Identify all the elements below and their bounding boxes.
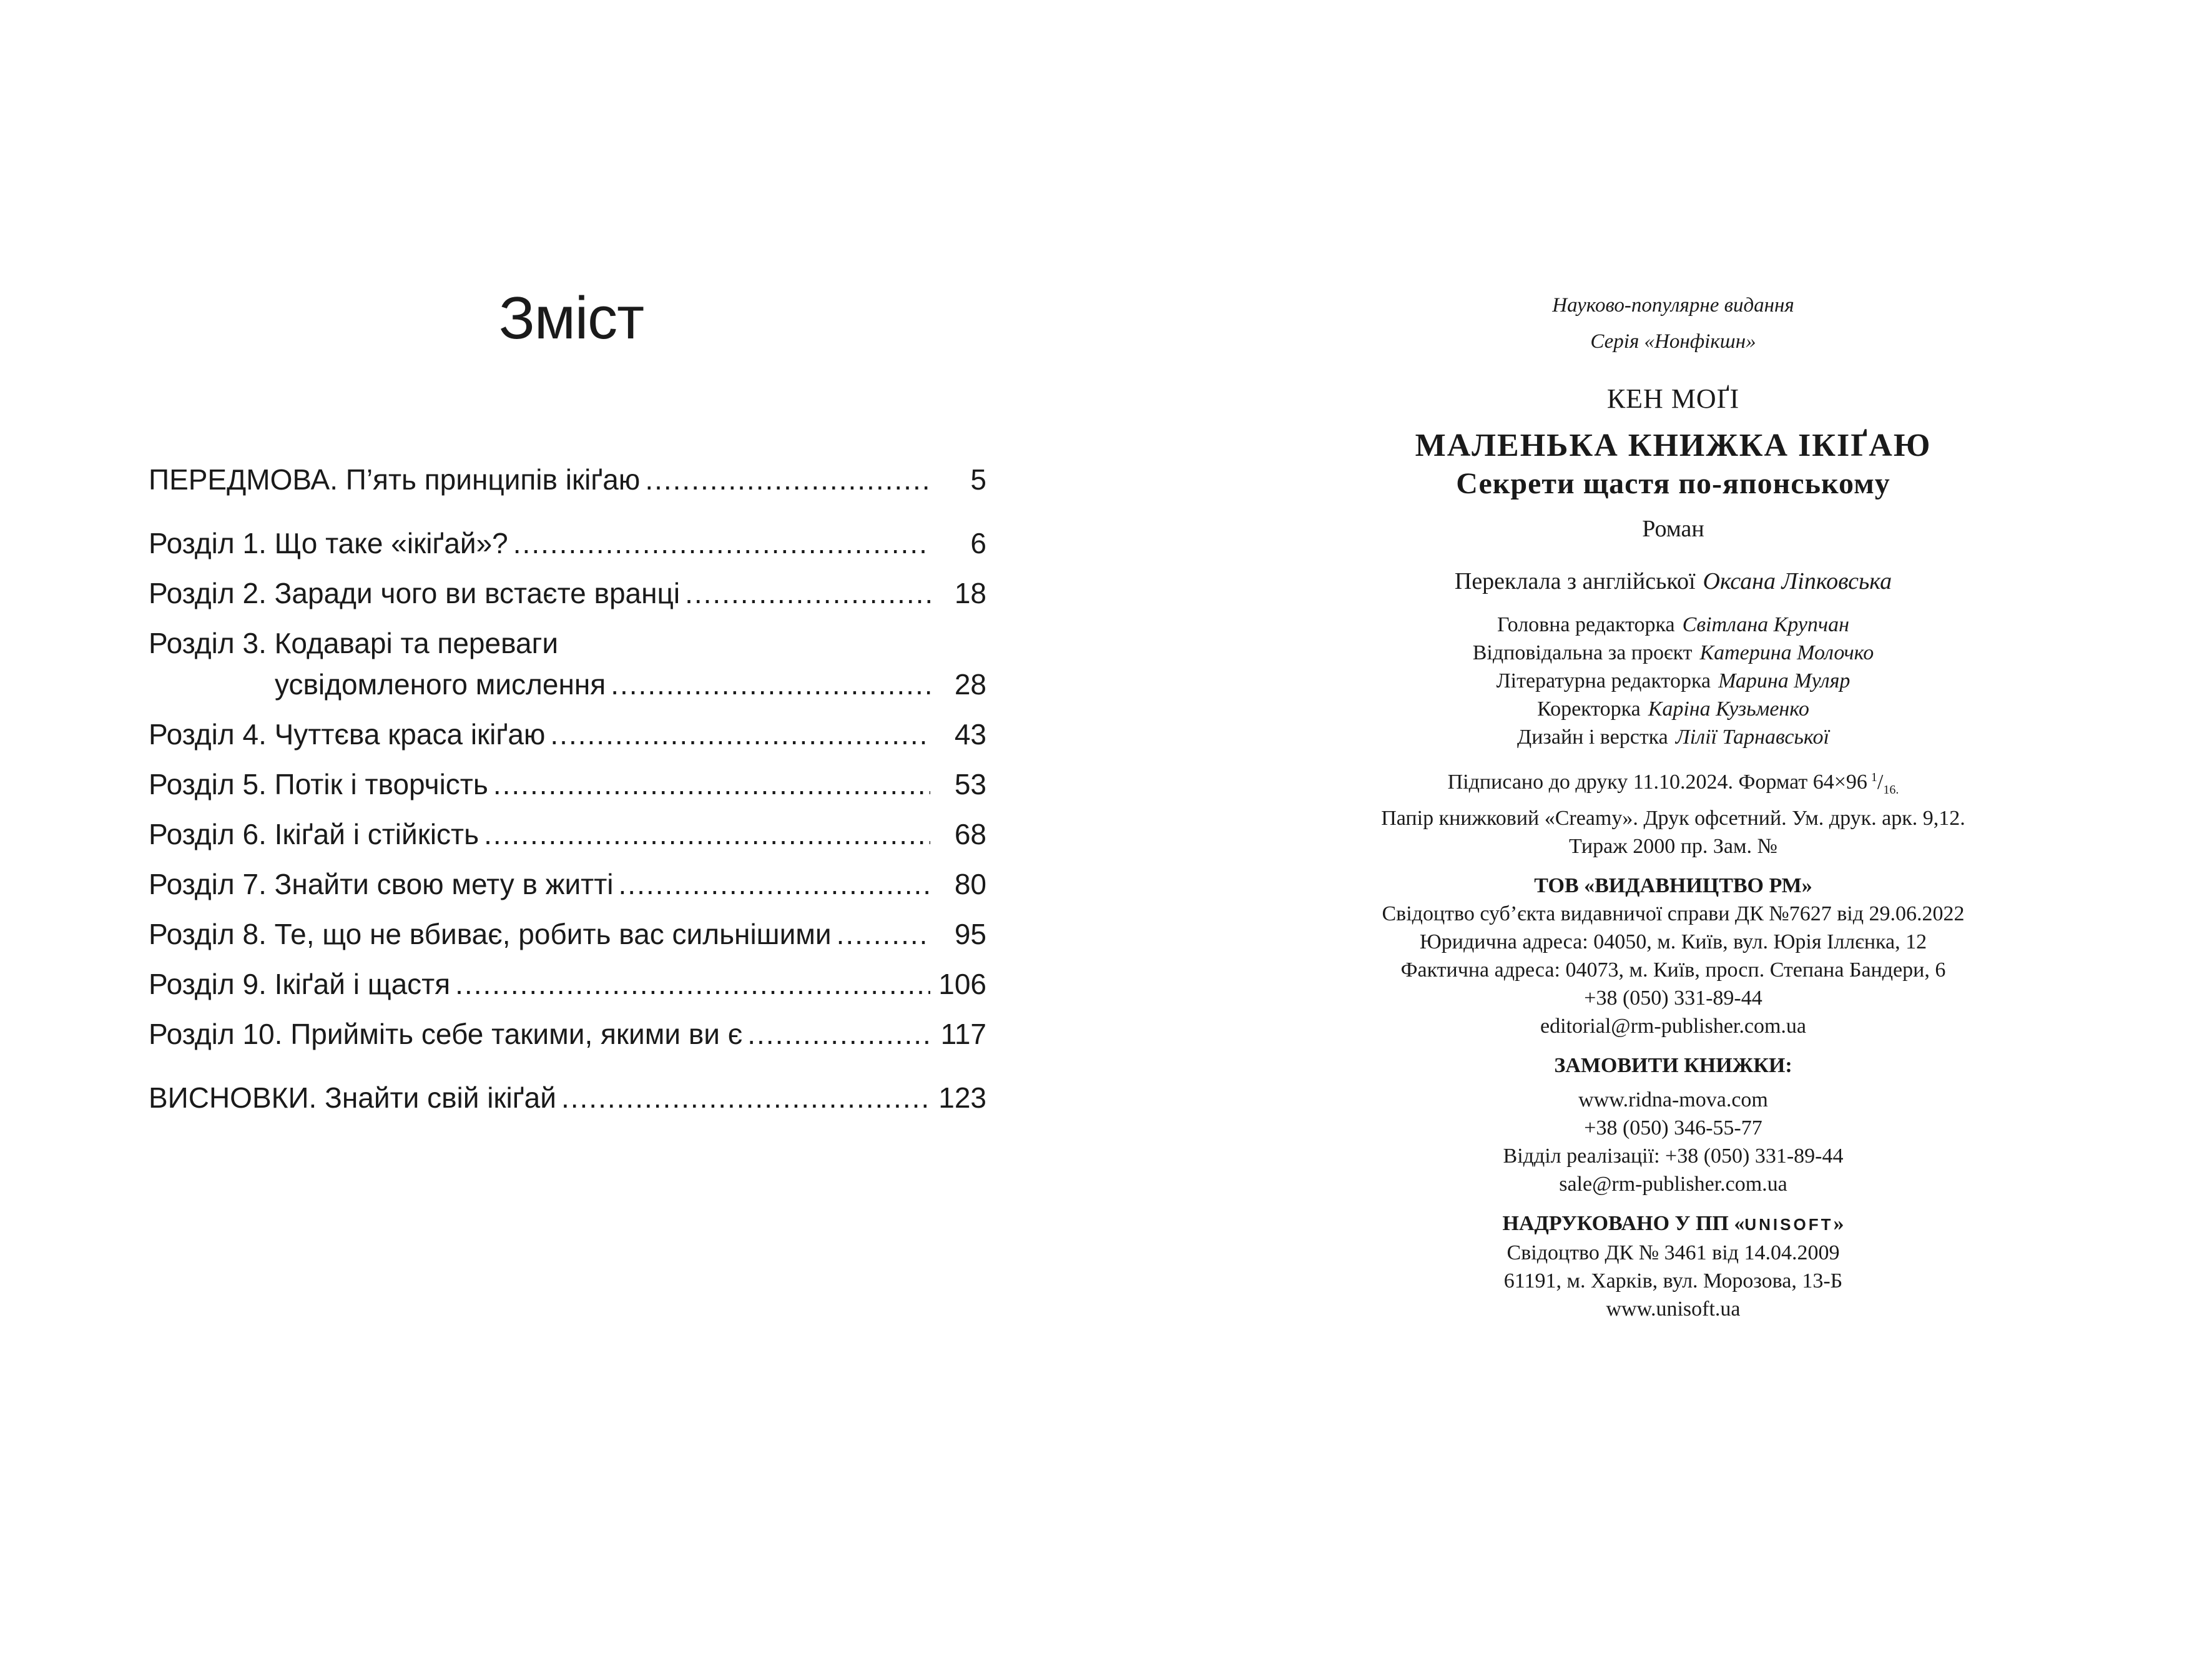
dot-leader	[645, 459, 930, 500]
staff-credits	[1299, 611, 2048, 751]
dot-leader	[550, 714, 930, 755]
toc-entry-page: 18	[954, 577, 986, 609]
toc-entry-label-continued: усвідомленого мислення	[275, 668, 606, 701]
toc-entry-page: 123	[938, 1081, 986, 1114]
printer-website[interactable]: www.unisoft.ua	[1606, 1297, 1741, 1321]
printer-line: 61191, м. Харків, вул. Морозова, 13-Б	[1503, 1269, 1843, 1292]
toc-entry-page: 43	[954, 718, 986, 751]
translator-role: Переклала з англійської	[1454, 568, 1696, 594]
edition-genre: Науково-популярне видання	[1552, 294, 1794, 317]
toc-entry-page: 117	[940, 1018, 986, 1050]
table-of-contents	[149, 459, 986, 1118]
staff-role: Головна редакторка	[1497, 613, 1675, 636]
toc-entry[interactable]	[149, 459, 986, 500]
staff-name: Марина Муляр	[1718, 669, 1851, 692]
printer-block	[1299, 1209, 2048, 1323]
dot-leader	[619, 864, 930, 905]
staff-credit	[1299, 695, 2048, 723]
toc-entry[interactable]	[149, 1077, 986, 1118]
toc-entry[interactable]	[149, 664, 986, 705]
publisher-email[interactable]: editorial@rm-publisher.com.ua	[1540, 1015, 1806, 1038]
publisher-block	[1299, 872, 2048, 1040]
staff-name: Світлана Крупчан	[1682, 613, 1849, 636]
toc-entry[interactable]	[149, 864, 986, 905]
order-website[interactable]: www.ridna-mova.com	[1578, 1088, 1768, 1111]
toc-entry-label: Розділ 1. Що таке «ікіґай»?	[149, 527, 508, 559]
publisher-line: Фактична адреса: 04073, м. Київ, просп. Степана Бандери, 6	[1400, 958, 1946, 982]
translator-name: Оксана Ліпковська	[1703, 568, 1892, 594]
staff-role: Коректорка	[1537, 697, 1641, 721]
staff-credit	[1299, 667, 2048, 695]
toc-entry-label: Розділ 5. Потік і творчість	[149, 768, 488, 800]
translator-credit	[1299, 566, 2048, 597]
printer-heading	[1299, 1209, 2048, 1239]
printer-heading-text: НАДРУКОВАНО У ПП «	[1502, 1212, 1745, 1235]
specs-line: Підписано до друку 11.10.2024. Формат 64×96 $^1/_{16.}$	[1447, 770, 1899, 797]
dot-leader	[513, 523, 930, 564]
toc-entry-page: 95	[954, 918, 986, 950]
toc-entry-label: Розділ 9. Ікіґай і щастя	[149, 968, 451, 1000]
toc-entry[interactable]	[149, 913, 986, 955]
toc-entry[interactable]	[149, 814, 986, 855]
toc-entry-label: Розділ 6. Ікіґай і стійкість	[149, 818, 479, 850]
toc-entry-page: 6	[970, 527, 986, 559]
toc-entry-label: ВИСНОВКИ. Знайти свій ікіґай	[149, 1081, 556, 1114]
toc-entry-page: 80	[954, 868, 986, 900]
staff-role: Літературна редакторка	[1496, 669, 1711, 692]
order-heading: ЗАМОВИТИ КНИЖКИ:	[1554, 1054, 1792, 1077]
dot-leader	[837, 913, 930, 955]
toc-entry[interactable]	[149, 714, 986, 755]
publisher-name: ТОВ «ВИДАВНИЦТВО РМ»	[1534, 874, 1812, 897]
toc-entry-page: 28	[954, 668, 986, 701]
staff-credit	[1299, 611, 2048, 639]
specs-text: Підписано до друку 11.10.2024. Формат 64×96	[1447, 770, 1867, 794]
toc-entry-page: 68	[954, 818, 986, 850]
staff-role: Дизайн і верстка	[1517, 726, 1668, 749]
toc-entry[interactable]	[149, 963, 986, 1005]
dot-leader	[484, 814, 930, 855]
toc-entry-label: Розділ 10. Прийміть себе такими, якими ви є	[149, 1018, 743, 1050]
imprint-page	[1299, 287, 2048, 1323]
staff-name: Катерина Молочко	[1699, 641, 1874, 664]
printer-heading-end: »	[1833, 1212, 1844, 1235]
dot-leader	[455, 963, 930, 1005]
publisher-line: Юридична адреса: 04050, м. Київ, вул. Юрія Іллєнка, 12	[1419, 930, 1927, 953]
toc-entry-label: Розділ 2. Заради чого ви встаєте вранці	[149, 577, 681, 609]
publisher-line: Свідоцтво суб’єкта видавничої справи ДК №7627 від 29.06.2022	[1382, 902, 1965, 925]
toc-entry-page: 53	[954, 768, 986, 800]
dot-leader	[747, 1013, 930, 1055]
specs-line: Папір книжковий «Creamy». Друк офсетний. Ум. друк. арк. 9,12.	[1381, 807, 1965, 830]
book-kind: Роман	[1642, 516, 1704, 542]
dot-leader	[685, 573, 930, 614]
printer-line: Свідоцтво ДК № 3461 від 14.04.2009	[1507, 1241, 1840, 1264]
toc-entry[interactable]	[149, 523, 986, 564]
toc-entry-label: Розділ 8. Те, що не вбиває, робить вас сильнішими	[149, 918, 832, 950]
order-email[interactable]: sale@rm-publisher.com.ua	[1559, 1173, 1787, 1196]
specs-line: Тираж 2000 пр. Зам. №	[1569, 835, 1777, 858]
staff-credit	[1299, 639, 2048, 667]
staff-credit	[1299, 723, 2048, 751]
format-numerator: 1	[1870, 770, 1877, 784]
toc-entry[interactable]	[149, 1013, 986, 1055]
order-block	[1299, 1051, 2048, 1198]
toc-entry-label: Розділ 7. Знайти свою мету в житті	[149, 868, 614, 900]
staff-name: Каріна Кузьменко	[1648, 697, 1809, 721]
book-subtitle: Секрети щастя по-японському	[1456, 467, 1890, 500]
toc-entry-label[interactable]: Розділ 3. Кодаварі та переваги	[149, 627, 559, 659]
staff-name: Лілії Тарнавської	[1675, 726, 1829, 749]
print-specs	[1299, 764, 2048, 860]
toc-entry[interactable]	[149, 573, 986, 614]
toc-entry-page: 5	[970, 463, 986, 496]
toc-entry-label: ПЕРЕДМОВА. П’ять принципів ікіґаю	[149, 463, 641, 496]
toc-entry-page: 106	[938, 968, 986, 1000]
dot-leader	[493, 764, 930, 805]
page-title: Зміст	[498, 285, 644, 352]
series-name: Серія «Нонфікшн»	[1590, 330, 1756, 353]
printer-brand: UNISOFT	[1744, 1215, 1834, 1234]
order-phone: +38 (050) 346-55-77	[1584, 1116, 1762, 1140]
dot-leader	[561, 1077, 930, 1118]
staff-role: Відповідальна за проєкт	[1472, 641, 1693, 664]
author-name: КЕН МОҐІ	[1606, 383, 1740, 414]
book-title: МАЛЕНЬКА КНИЖКА ІКІҐАЮ	[1415, 428, 1932, 463]
format-denominator: 16	[1883, 783, 1896, 797]
publisher-phone: +38 (050) 331-89-44	[1584, 987, 1762, 1010]
order-sales-phone: Відділ реалізації: +38 (050) 331-89-44	[1503, 1145, 1844, 1168]
toc-entry-label: Розділ 4. Чуттєва краса ікіґаю	[149, 718, 546, 751]
toc-entry[interactable]	[149, 764, 986, 805]
format-end: .	[1895, 783, 1899, 797]
dot-leader	[611, 664, 930, 705]
